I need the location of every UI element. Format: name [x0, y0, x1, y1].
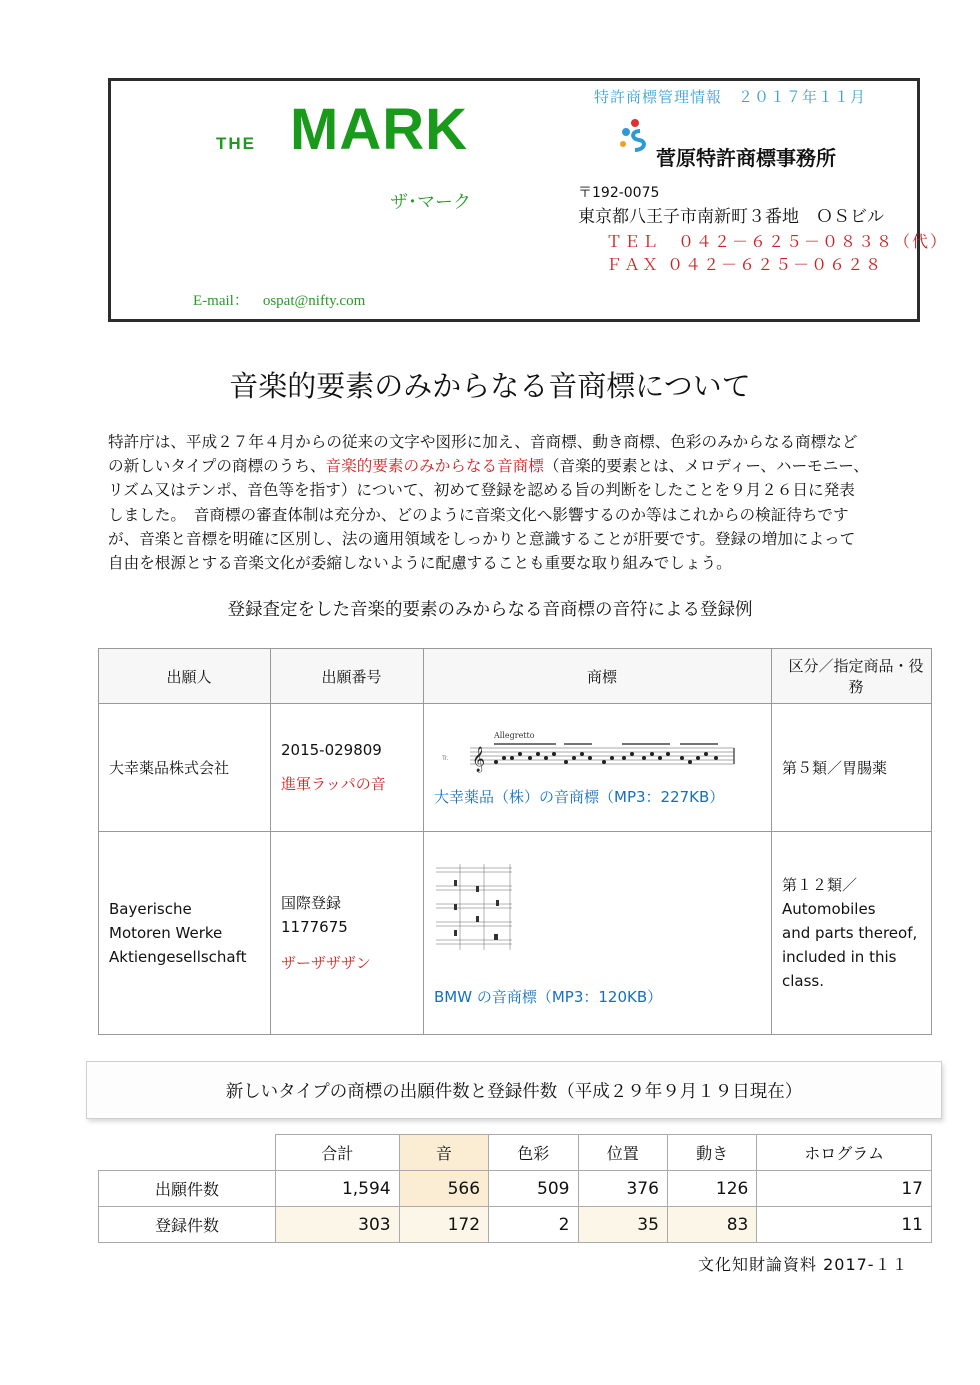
- column-header: ホログラム: [757, 1135, 932, 1171]
- count-table: [98, 1134, 932, 1243]
- postal-code: 〒192-0075: [578, 185, 660, 201]
- class-text: included in this class.: [782, 948, 897, 990]
- email-address[interactable]: ospat@nifty.com: [262, 293, 366, 309]
- number-cell: [271, 832, 424, 1035]
- table-row: [99, 832, 932, 1035]
- applicant-name: Bayerische: [109, 900, 192, 918]
- svg-text:𝄞: 𝄞: [472, 747, 486, 772]
- count-table-caption: 新しいタイプの商標の出願件数と登録件数（平成２９年９月１９日現在）: [86, 1061, 942, 1119]
- registration-table: [98, 648, 932, 1035]
- office-logo-icon: [617, 117, 647, 153]
- row-label: 出願件数: [99, 1171, 276, 1207]
- office-address: 東京都八王子市南新町３番地 ＯＳビル: [578, 207, 884, 227]
- application-number: 2015-029809: [281, 741, 382, 759]
- newsletter-info: 特許商標管理情報 ２０１７年１１月: [594, 88, 867, 106]
- footer-source: 文化知財論資料 2017-１１: [698, 1255, 909, 1274]
- count-cell: 11: [757, 1207, 932, 1243]
- count-cell: 566: [399, 1171, 488, 1207]
- class-text: 第５類／胃腸薬: [782, 759, 888, 777]
- trademark-audio-link[interactable]: 大幸薬品（株）の音商標（MP3：227KB）: [434, 788, 725, 806]
- trademark-cell: [424, 832, 772, 1035]
- body-text-1: 特許庁は、平成２７年４月からの従来の文字や図形に加え、音商標、動き商標、色彩のみからなる商標などの新しいタイプの商標のうち、: [108, 433, 858, 476]
- applicant-name: Aktiengesellschaft: [109, 948, 247, 966]
- newsletter-header-box: [108, 78, 920, 322]
- office-name: 菅原特許商標事務所: [656, 146, 836, 170]
- column-header: 色彩: [489, 1135, 578, 1171]
- class-cell: [772, 832, 932, 1035]
- score-tempo: Allegretto: [494, 731, 535, 740]
- body-text-2: （音楽的要素とは、メロディー、ハーモニー、リズム又はテンポ、音色等を指す）について、初めて登録を認める旨の判断をしたことを９月２６日に発表しました。 音商標の審査体制は充分か、どのように音楽文化へ影響するのか等はこれからの検証待ちですが、音楽と音標を明確に区別し、法の適用領域をしっかりと意識することが肝要です。登録の増加によって自由を根源とする音楽文化が委縮しないように配慮することも重要な取り組みでしょう。: [108, 457, 869, 573]
- email-line: [193, 289, 365, 310]
- class-cell: [772, 704, 932, 832]
- applicant-cell: [99, 832, 271, 1035]
- sound-name: ザーザザザン: [281, 954, 371, 972]
- count-cell: 2: [489, 1207, 578, 1243]
- column-header: 区分／指定商品・役務: [772, 649, 932, 704]
- music-score-image: [434, 728, 744, 776]
- number-cell: [271, 704, 424, 832]
- trademark-audio-link[interactable]: BMW の音商標（MP3：120KB）: [434, 987, 663, 1006]
- applicant-cell: [99, 704, 271, 832]
- trademark-cell: [424, 704, 772, 832]
- table-row: [99, 1171, 932, 1207]
- column-header: 音: [399, 1135, 488, 1171]
- table-row: [99, 704, 932, 832]
- count-cell: 35: [578, 1207, 667, 1243]
- article-body: [108, 430, 870, 575]
- count-cell: 1,594: [276, 1171, 400, 1207]
- column-header: 出願人: [99, 649, 271, 704]
- count-cell: 303: [276, 1207, 400, 1243]
- logo-katakana: ザ･マーク: [390, 192, 471, 213]
- logo-mark: MARK: [290, 97, 468, 162]
- column-header: 位置: [578, 1135, 667, 1171]
- row-label: 登録件数: [99, 1207, 276, 1243]
- body-highlight: 音楽的要素のみからなる音商標: [325, 457, 544, 476]
- svg-text:Tr.: Tr.: [442, 755, 449, 762]
- column-header: 商標: [424, 649, 772, 704]
- music-score-image: [434, 860, 514, 960]
- office-fax: ＦＡＸ ０４２－６２５－０６２８: [606, 255, 884, 274]
- logo-the: THE: [216, 134, 256, 153]
- table-row: [99, 1207, 932, 1243]
- count-cell: 509: [489, 1171, 578, 1207]
- sound-name: 進軍ラッパの音: [281, 775, 386, 793]
- column-header: 動き: [667, 1135, 756, 1171]
- count-cell: 172: [399, 1207, 488, 1243]
- count-cell: 126: [667, 1171, 756, 1207]
- applicant-name: Motoren Werke: [109, 924, 223, 942]
- table-header-row: [99, 1135, 932, 1171]
- class-text: 第１２類／Automobiles: [782, 876, 876, 918]
- article-title: 音楽的要素のみからなる音商標について: [229, 369, 751, 403]
- email-label: E-mail：: [193, 293, 249, 309]
- empty-header-cell: [99, 1135, 276, 1171]
- class-text: and parts thereof,: [782, 924, 918, 942]
- column-header: 出願番号: [271, 649, 424, 704]
- office-tel: ＴＥＬ ０４２－６２５－０８３８（代）: [606, 232, 949, 251]
- registration-table-caption: 登録査定をした音楽的要素のみからなる音商標の音符による登録例: [227, 600, 753, 620]
- application-number: 1177675: [281, 918, 348, 936]
- count-cell: 17: [757, 1171, 932, 1207]
- applicant-name: 大幸薬品株式会社: [109, 759, 230, 777]
- count-cell: 376: [578, 1171, 667, 1207]
- column-header: 合計: [276, 1135, 400, 1171]
- count-cell: 83: [667, 1207, 756, 1243]
- registration-type: 国際登録: [281, 894, 342, 912]
